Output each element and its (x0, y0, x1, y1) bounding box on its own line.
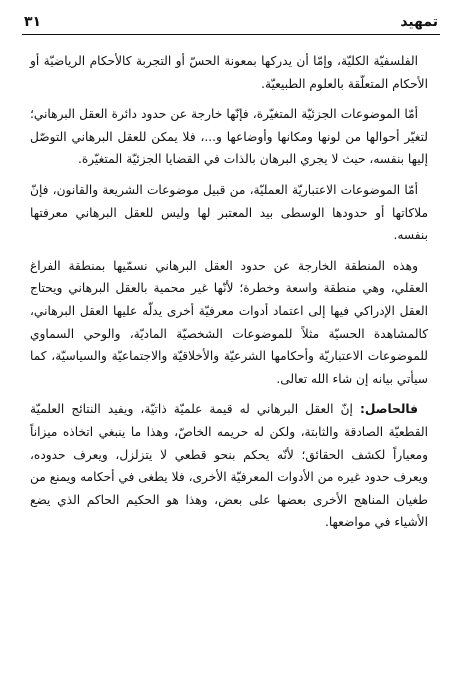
paragraph (30, 398, 428, 534)
body-text (30, 50, 428, 534)
header-rule (22, 34, 440, 35)
paragraph (30, 179, 428, 247)
paragraph-text: أمّا الموضوعات الجزئيّة المتغيّرة، فإنّها خارجة عن حدود دائرة العقل البرهاني؛ لتغيّر أحوالها من لونها ومكانها وأوضاعها و...، فلا يمكن للعقل البرهاني التوصّل إليها بنفسه، حيث لا يجري البرهان بالذات في القضايا الجزئيّة المتغيّرة. (30, 107, 428, 167)
paragraph-text: إنّ العقل البرهاني له قيمة علميّة ذاتيّة، ويفيد النتائج العلميّة القطعيّة الصادقة والثابتة، ولكن له حريمه الخاصّ، وهذا ما ينبغي اتخاذه ميزاناً ومعياراً لكشف الحقائق؛ لأنّه يحكم بنحو قطعي لا يتزلزل، ويعرف حدوده، ويعرف حدود غيره من الأدوات المعرفيّة الأخرى، فلا يطغى في أحكامه ويمنع من طغيان المناهج الأخرى بعضها على بعض، وهذا هو الحكيم الحاكم الذي يضع الأشياء في مواضعها. (30, 402, 428, 530)
paragraph-text: وهذه المنطقة الخارجة عن حدود العقل البرهاني نسمّيها بمنطقة الفراغ العقلي، وهي منطقة واسعة وخطرة؛ لأنّها غير محمية بالعقل البرهاني ويحتاج العقل الإدراكي فيها إلى اعتماد أدوات معرفيّة أخرى يدلّه عليها العقل البرهاني، كالمشاهدة الحسيّة مثلاً للموضوعات الشخصيّة الماديّة، والوحي السماوي للموضوعات الاعتباريّة وأحكامها الشرعيّة والأخلاقيّة والاجتماعيّة والسياسيّة، كما سيأتي بيانه إن شاء الله تعالى. (30, 258, 428, 386)
paragraph-text: الفلسفيّة الكليّة، وإمّا أن يدركها بمعونة الحسّ أو التجربة كالأحكام الرياضيّة أو الأحكام المتعلّقة بالعلوم الطبيعيّة. (30, 54, 428, 91)
paragraph (30, 50, 428, 95)
page-number: ٣١ (24, 14, 42, 30)
paragraph (30, 255, 428, 391)
page-header (24, 4, 438, 30)
paragraph (30, 103, 428, 171)
paragraph-lead: فالحاصل: (359, 402, 418, 417)
chapter-title: تمهيد (400, 14, 438, 30)
paragraph-text: أمّا الموضوعات الاعتباريّة العمليّة، من قبيل موضوعات الشريعة والقانون، فإنّ ملاكاتها أو حدودها الوسطى بيد المعتبر لها وليس للعقل البرهاني معرفتها بنفسه. (30, 182, 428, 243)
